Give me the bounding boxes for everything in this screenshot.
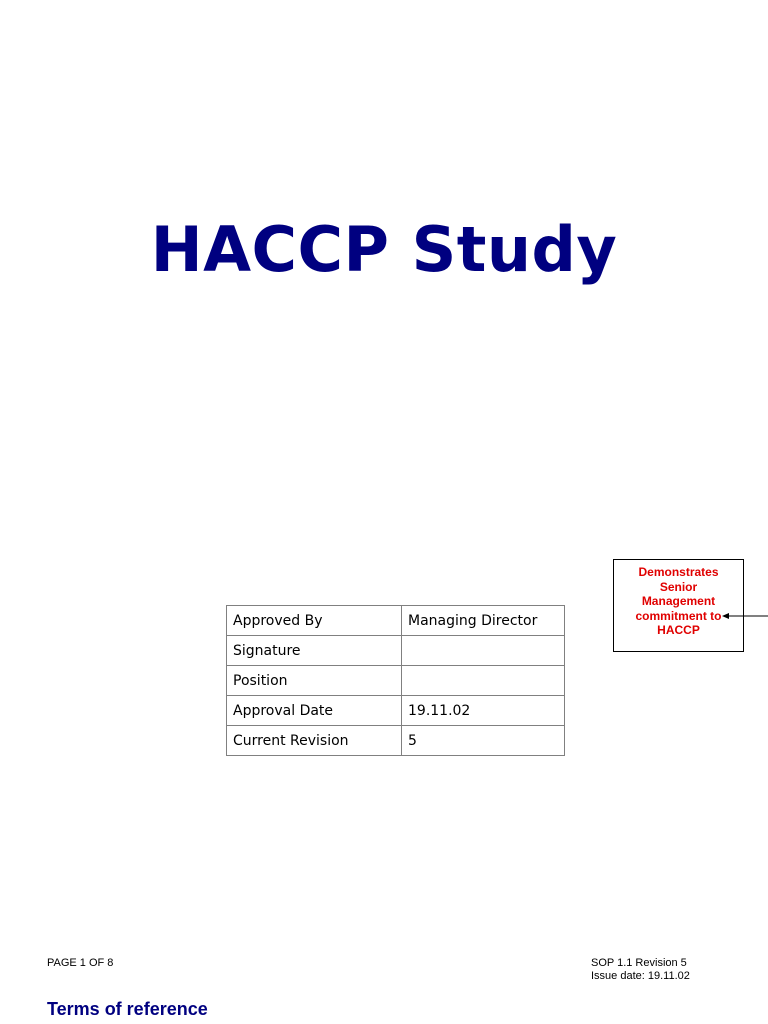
sop-reference — [591, 957, 690, 983]
document-title: HACCP Study — [150, 213, 618, 286]
issue-date-text: Issue date: 19.11.02 — [591, 970, 690, 982]
section-heading: Terms of reference — [47, 999, 208, 1019]
current-revision-label: Current Revision — [227, 726, 402, 756]
approval-date-label: Approval Date — [227, 696, 402, 726]
approved-by-value: Managing Director — [402, 606, 565, 636]
approved-by-label: Approved By — [227, 606, 402, 636]
approval-table — [226, 605, 565, 756]
position-value — [402, 666, 565, 696]
annotation-line: Management — [641, 594, 716, 608]
signature-label: Signature — [227, 636, 402, 666]
table-row — [227, 696, 565, 726]
annotation-line: commitment to — [635, 608, 722, 623]
sop-revision-text: SOP 1.1 Revision 5 — [591, 957, 687, 969]
annotation-line: Senior — [659, 579, 698, 594]
signature-value — [402, 636, 565, 666]
table-row — [227, 636, 565, 666]
position-label: Position — [227, 666, 402, 696]
annotation-callout — [613, 559, 744, 652]
annotation-line: HACCP — [657, 623, 700, 637]
current-revision-value: 5 — [402, 726, 565, 756]
table-row — [227, 666, 565, 696]
page-number: PAGE 1 OF 8 — [47, 957, 114, 969]
annotation-line: Demonstrates — [638, 565, 719, 579]
approval-date-value: 19.11.02 — [402, 696, 565, 726]
table-row — [227, 726, 565, 756]
table-row — [227, 606, 565, 636]
